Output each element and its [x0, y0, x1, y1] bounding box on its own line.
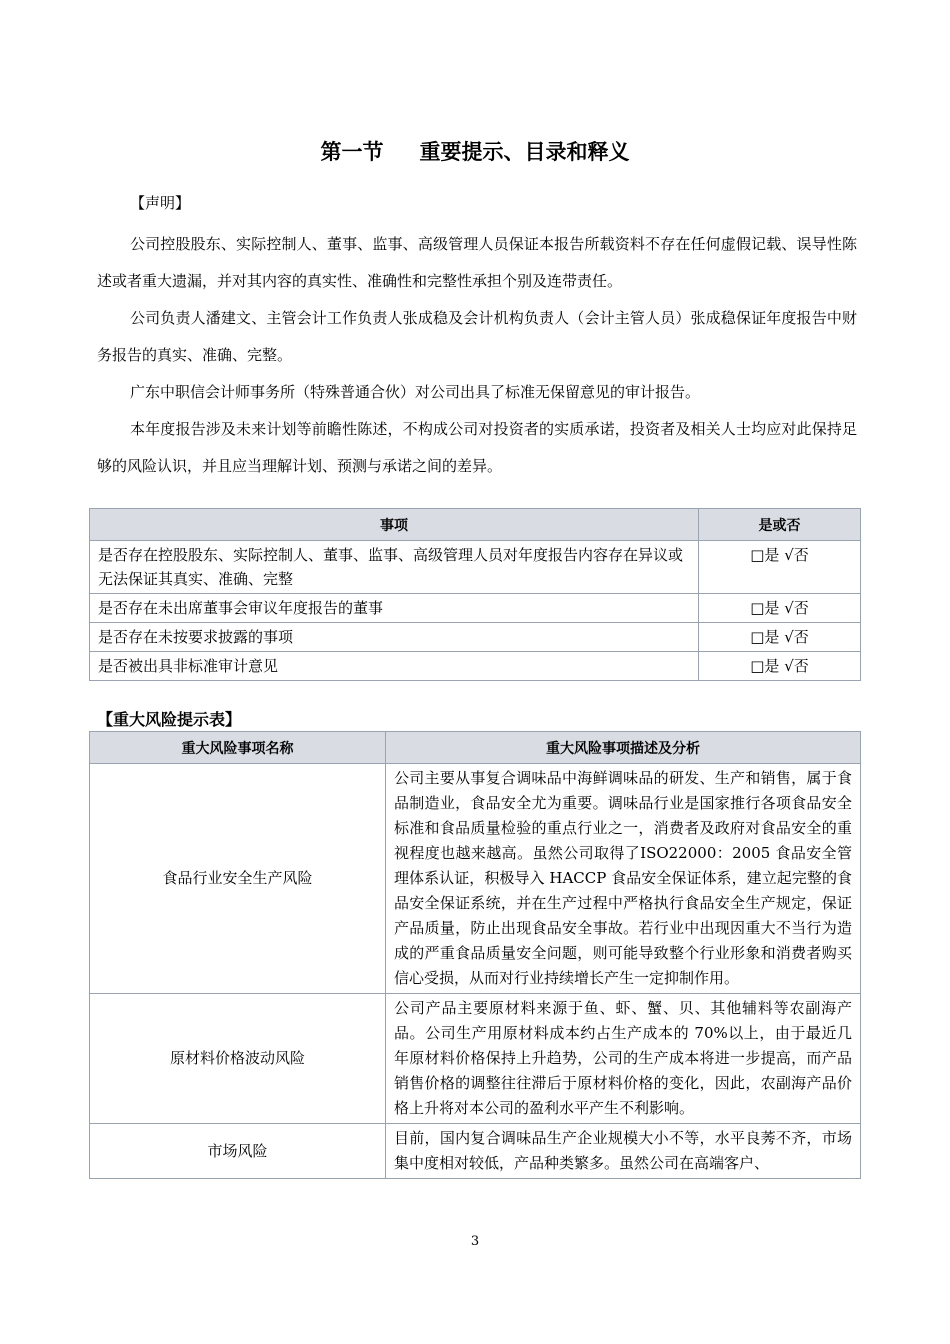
section-number: 第一节	[320, 140, 384, 164]
risk-description: 目前，国内复合调味品生产企业规模大小不等，水平良莠不齐，市场集中度相对较低，产品种类繁多。虽然公司在高端客户、	[386, 1124, 861, 1179]
matter-text: 是否存在未出席董事会审议年度报告的董事	[90, 594, 699, 623]
table-row	[90, 994, 861, 1124]
matters-header-item: 事项	[90, 509, 699, 541]
statement-paragraph-3: 广东中职信会计师事务所（特殊普通合伙）对公司出具了标准无保留意见的审计报告。	[130, 383, 701, 401]
table-row	[90, 764, 861, 994]
risk-header-desc: 重大风险事项描述及分析	[386, 732, 861, 764]
statement-paragraph-4: 本年度报告涉及未来计划等前瞻性陈述，不构成公司对投资者的实质承诺，投资者及相关人士均应对此保持足够的风险认识，并且应当理解计划、预测与承诺之间的差异。	[97, 420, 857, 475]
statement-paragraph-2: 公司负责人潘建文、主管会计工作负责人张成稳及会计机构负责人（会计主管人员）张成稳保证年度报告中财务报告的真实、准确、完整。	[97, 309, 857, 364]
matter-answer: □是 √否	[699, 652, 861, 681]
table-row	[90, 623, 861, 652]
risk-name: 食品行业安全生产风险	[90, 764, 386, 994]
risk-name: 原材料价格波动风险	[90, 994, 386, 1124]
statement-label: 【声明】	[130, 194, 191, 212]
matter-text: 是否存在未按要求披露的事项	[90, 623, 699, 652]
table-row	[90, 1124, 861, 1179]
risk-name: 市场风险	[90, 1124, 386, 1179]
statement-paragraph-1: 公司控股股东、实际控制人、董事、监事、高级管理人员保证本报告所载资料不存在任何虚假记载、误导性陈述或者重大遗漏，并对其内容的真实性、准确性和完整性承担个别及连带责任。	[97, 235, 857, 290]
section-heading: 重要提示、目录和释义	[419, 140, 630, 164]
risk-table	[89, 731, 861, 1179]
page-number: 3	[470, 1234, 480, 1249]
table-row	[90, 652, 861, 681]
risk-table-label: 【重大风险提示表】	[97, 710, 242, 729]
matter-text: 是否存在控股股东、实际控制人、董事、监事、高级管理人员对年度报告内容存在异议或无法保证其真实、准确、完整	[90, 541, 699, 594]
risk-table-header	[90, 732, 861, 764]
matter-answer: □是 √否	[699, 623, 861, 652]
risk-description: 公司产品主要原材料来源于鱼、虾、蟹、贝、其他辅料等农副海产品。公司生产用原材料成本约占生产成本的 70%以上，由于最近几年原材料价格保持上升趋势，公司的生产成本将进一步提高，而产品销售价格的调整往往滞后于原材料价格的变化，因此，农副海产品价格上升将对本公司的盈利水平产生不利影响。	[386, 994, 861, 1124]
matter-text: 是否被出具非标准审计意见	[90, 652, 699, 681]
section-title	[0, 136, 950, 166]
risk-description: 公司主要从事复合调味品中海鲜调味品的研发、生产和销售，属于食品制造业，食品安全尤为重要。调味品行业是国家推行各项食品安全标准和食品质量检验的重点行业之一，消费者及政府对食品安全的重视程度也越来越高。虽然公司取得了ISO22000：2005 食品安全管理体系认证，积极导入 HACCP 食品安全保证体系，建立起完整的食品安全保证系统，并在生产过程中严格执行食品安全生产规定，保证产品质量，防止出现食品安全事故。若行业中出现因重大不当行为造成的严重食品质量安全问题，则可能导致整个行业形象和消费者购买信心受损，从而对行业持续增长产生一定抑制作用。	[386, 764, 861, 994]
matters-table	[89, 508, 861, 681]
table-row	[90, 594, 861, 623]
matter-answer: □是 √否	[699, 594, 861, 623]
table-row	[90, 541, 861, 594]
matter-answer: □是 √否	[699, 541, 861, 594]
matters-header-yesno: 是或否	[699, 509, 861, 541]
risk-header-name: 重大风险事项名称	[90, 732, 386, 764]
matters-table-header	[90, 509, 861, 541]
